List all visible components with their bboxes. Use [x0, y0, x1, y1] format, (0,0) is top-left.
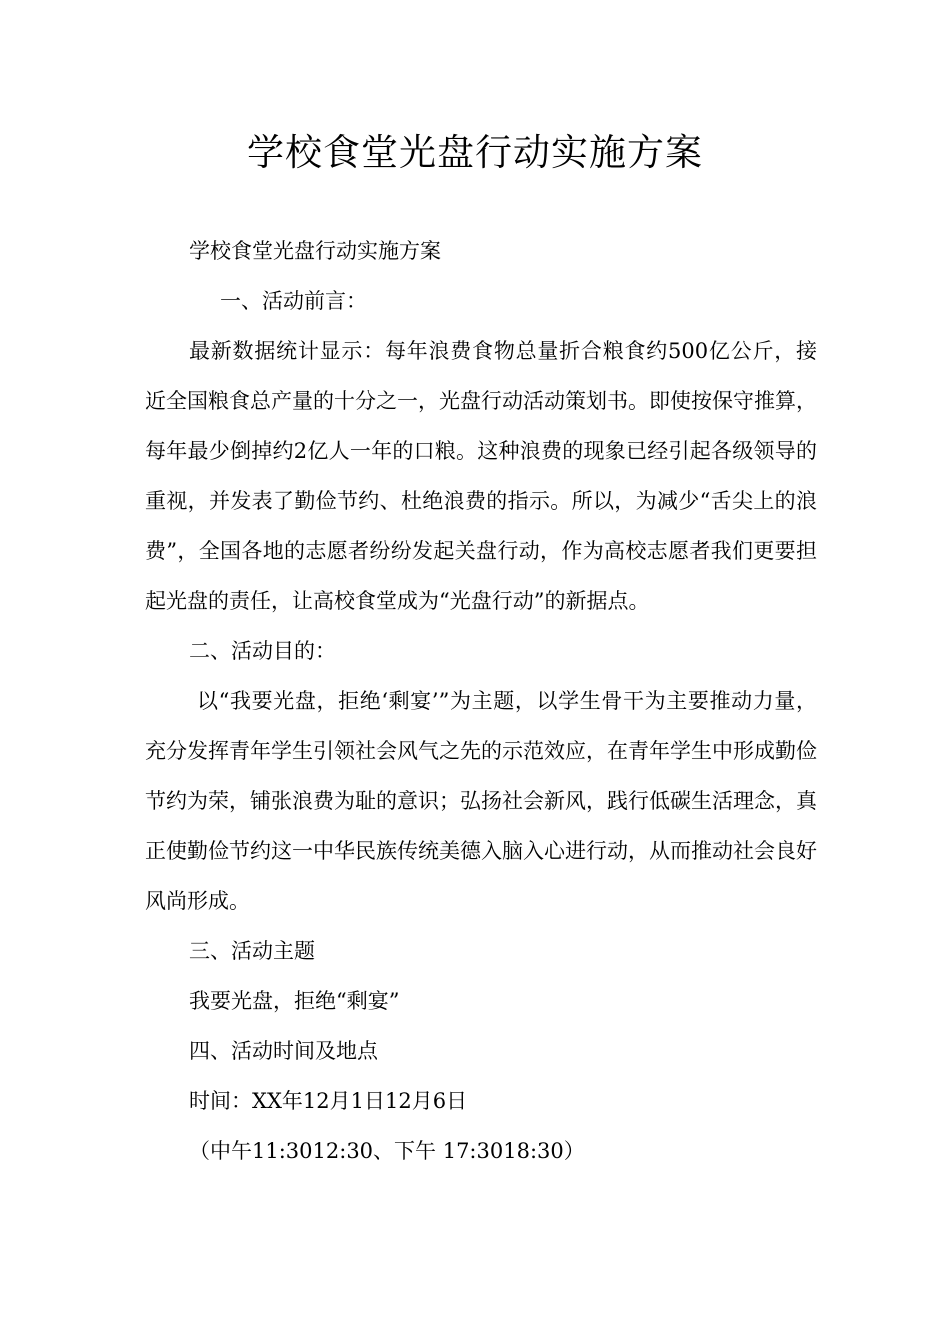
- document-body: [145, 226, 817, 1176]
- section-heading-preface: 一、活动前言：: [220, 289, 367, 313]
- subtitle-paragraph: 学校食堂光盘行动实施方案: [189, 239, 441, 263]
- purpose-paragraph: 以“我要光盘，拒绝‘剩宴’”为主题，以学生骨干为主要推动力量，充分发挥青年学生引领社会风气之先的示范效应，在青年学生中形成勤俭节约为荣，铺张浪费为耻的意识；弘扬社会新风，践行低碳生活理念，真正使勤俭节约这一中华民族传统美德入脑入心进行动，从而推动社会良好风尚形成。: [145, 689, 817, 913]
- time-detail-paragraph: （中午11:3012:30、下午 17:3018:30）: [189, 1139, 585, 1163]
- theme-paragraph: 我要光盘，拒绝“剩宴”: [189, 989, 400, 1013]
- document-title: 学校食堂光盘行动实施方案: [247, 131, 703, 174]
- preface-paragraph: 最新数据统计显示：每年浪费食物总量折合粮食约500亿公斤，接近全国粮食总产量的十分之一，光盘行动活动策划书。即使按保守推算，每年最少倒掉约2亿人一年的口粮。这种浪费的现象已经引起各级领导的重视，并发表了勤俭节约、杜绝浪费的指示。所以，为减少“舌尖上的浪费”，全国各地的志愿者纷纷发起关盘行动，作为高校志愿者我们更要担起光盘的责任，让高校食堂成为“光盘行动”的新据点。: [145, 339, 817, 613]
- section-heading-time-place: 四、活动时间及地点: [189, 1039, 378, 1063]
- time-paragraph: 时间：XX年12月1日12月6日: [189, 1089, 468, 1113]
- section-heading-purpose: 二、活动目的：: [189, 639, 336, 663]
- section-heading-theme: 三、活动主题: [189, 939, 315, 963]
